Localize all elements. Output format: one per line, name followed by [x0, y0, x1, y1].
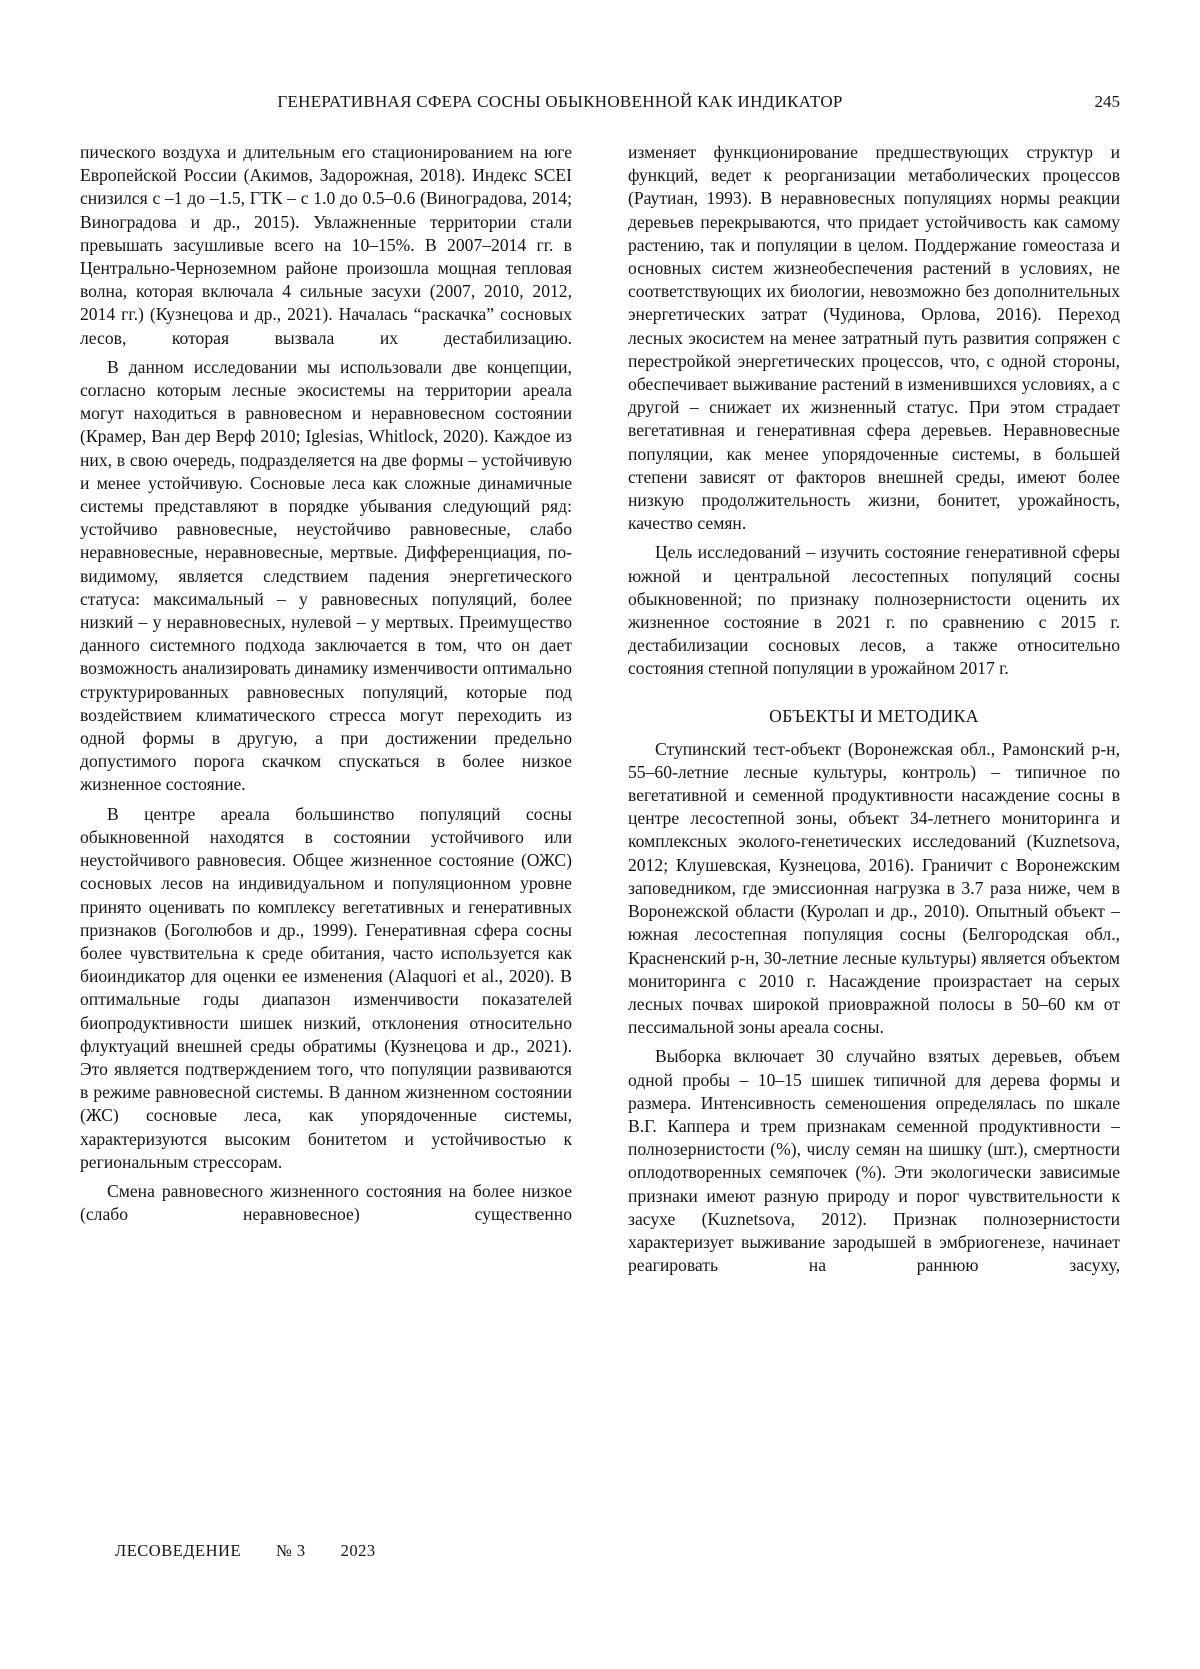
paragraph: Выборка включает 30 случайно взятых деревьев, объем одной пробы – 10–15 шишек типичной для дерева формы и размера. Интенсивность семеношения определялась по шкале В.Г. Каппера и трем признакам семенной продуктивности – полнозернистости (%), числу семян на шишку (шт.), смертности оплодотворенных семяпочек (%). Эти экологически зависимые признаки имеют разную природу и порог чувствительности к засухе (Kuznetsova, 2012). Признак полнозернистости характеризует выживание зародышей в эмбриогенезе, начинает реагировать на раннюю засуху, — [628, 1046, 1120, 1276]
paragraph: Смена равновесного жизненного состояния на более низкое (слабо неравновесное) существенно — [80, 1180, 572, 1225]
paragraph: Цель исследований – изучить состояние генеративной сферы южной и центральной лесостепных популяций сосны обыкновенной; по признаку полнозернистости оценить их жизненное состояние в 2021 г. по сравнению с 2015 г. дестабилизации сосновых лесов, а также относительно состояния степной популяции в урожайном 2017 г. — [628, 542, 1120, 679]
section-heading: ОБЪЕКТЫ И МЕТОДИКА — [769, 705, 979, 726]
journal-footer — [115, 1541, 376, 1561]
footer-year: 2023 — [340, 1541, 376, 1560]
footer-journal-name: ЛЕСОВЕДЕНИЕ — [115, 1541, 242, 1560]
running-head — [80, 92, 1120, 118]
paragraph: изменяет функционирование предшествующих структур и функций, ведет к реорганизации метаболических процессов (Раутиан, 1993). В неравновесных популяциях нормы реакции деревьев перекрываются, что придает устойчивость как самому растению, так и популяции в целом. Поддержание гомеостаза и основных систем жизнеобеспечения растений в условиях, не соответствующих их биологии, невозможно без дополнительных энергетических затрат (Чудинова, Орлова, 2016). Переход лесных экосистем на менее затратный путь развития сопряжен с перестройкой энергетических процессов, что, с одной стороны, обеспечивает выживание растений в изменившихся условиях, а с другой – снижает их жизненный статус. При этом страдает вегетативная и генеративная сфера деревьев. Неравновесные популяции, как менее упорядоченные системы, в большей степени зависят от факторов внешней среды, имеют более низкую продолжительность жизни, бонитет, урожайность, качество семян. — [628, 142, 1120, 534]
right-column — [628, 141, 1120, 1529]
text-columns — [80, 141, 1120, 1529]
paragraph: В данном исследовании мы использовали две концепции, согласно которым лесные экосистемы на территории ареала могут находиться в равновесном и неравновесном состоянии (Крамер, Ван дер Верф 2010; Iglesias, Whitlock, 2020). Каждое из них, в свою очередь, подразделяется на две формы – устойчивую и менее устойчивую. Сосновые леса как сложные динамичные системы представляют в порядке убывания следующий ряд: устойчиво равновесные, неустойчиво равновесные, слабо неравновесные, неравновесные, мертвые. Дифференциация, по-видимому, является следствием падения энергетического статуса: максимальный – у равновесных популяций, более низкий – у неравновесных, нулевой – у мертвых. Преимущество данного системного подхода заключается в том, что он дает возможность анализировать динамику изменчивости оптимально структурированных равновесных популяций, которые под воздействием климатического стресса могут переходить из одной формы в другую, а при достижении предельно допустимого порога скачком спускаться в более низкое жизненное состояние. — [80, 356, 572, 795]
page-number: 245 — [1094, 92, 1120, 111]
paragraph: Ступинский тест-объект (Воронежская обл., Рамонский р-н, 55–60-летние лесные культуры, контроль) – типичное по вегетативной и семенной продуктивности насаждение сосны в центре лесостепной зоны, объект 34-летнего мониторинга и комплексных эколого-генетических исследований (Kuznetsova, 2012; Клушевская, Кузнецова, 2016). Граничит с Воронежским заповедником, где эмиссионная нагрузка в 3.7 раза ниже, чем в Воронежской области (Куролап и др., 2010). Опытный объект – южная лесостепная популяция сосны (Белгородская обл., Красненский р-н, 30-летние лесные культуры) является объектом мониторинга с 2010 г. Насаждение произрастает на серых лесных почвах широкой приовражной полосы в 50–60 км от пессимальной зоны ареала сосны. — [628, 738, 1120, 1038]
left-column — [80, 141, 572, 1529]
paragraph: В центре ареала большинство популяций сосны обыкновенной находятся в состоянии устойчивого или неустойчивого равновесия. Общее жизненное состояние (ОЖС) сосновых лесов на индивидуальном и популяционном уровне принято оценивать по комплексу вегетативных и генеративных признаков (Боголюбов и др., 1999). Генеративная сфера сосны более чувствительна к среде обитания, часто используется как биоиндикатор для оценки ее изменения (Alaquori et al., 2020). В оптимальные годы диапазон изменчивости показателей биопродуктивности шишек низкий, отклонения относительно флуктуаций внешней среды обратимы (Кузнецова и др., 2021). Это является подтверждением того, что популяции развиваются в режиме равновесной системы. В данном жизненном состоянии (ЖС) сосновые леса, как упорядоченные системы, характеризуются высоким бонитетом и устойчивостью к региональным стрессорам. — [80, 803, 572, 1172]
running-head-title: ГЕНЕРАТИВНАЯ СФЕРА СОСНЫ ОБЫКНОВЕННОЙ КАК ИНДИКАТОР — [277, 92, 843, 111]
paragraph: пического воздуха и длительным его стационированием на юге Европейской России (Акимов, Задорожная, 2018). Индекс SCEI снизился с –1 до –1.5, ГТК – с 1.0 до 0.5–0.6 (Виноградова, 2014; Виноградова и др., 2015). Увлажненные территории стали превышать засушливые всего на 10–15%. В 2007–2014 гг. в Центрально-Черноземном районе произошла мощная тепловая волна, которая включала 4 сильные засухи (2007, 2010, 2012, 2014 гг.) (Кузнецова и др., 2021). Началась “раскачка” сосновых лесов, которая вызвала их дестабилизацию. — [80, 142, 572, 348]
footer-issue-number: № 3 — [276, 1541, 306, 1560]
